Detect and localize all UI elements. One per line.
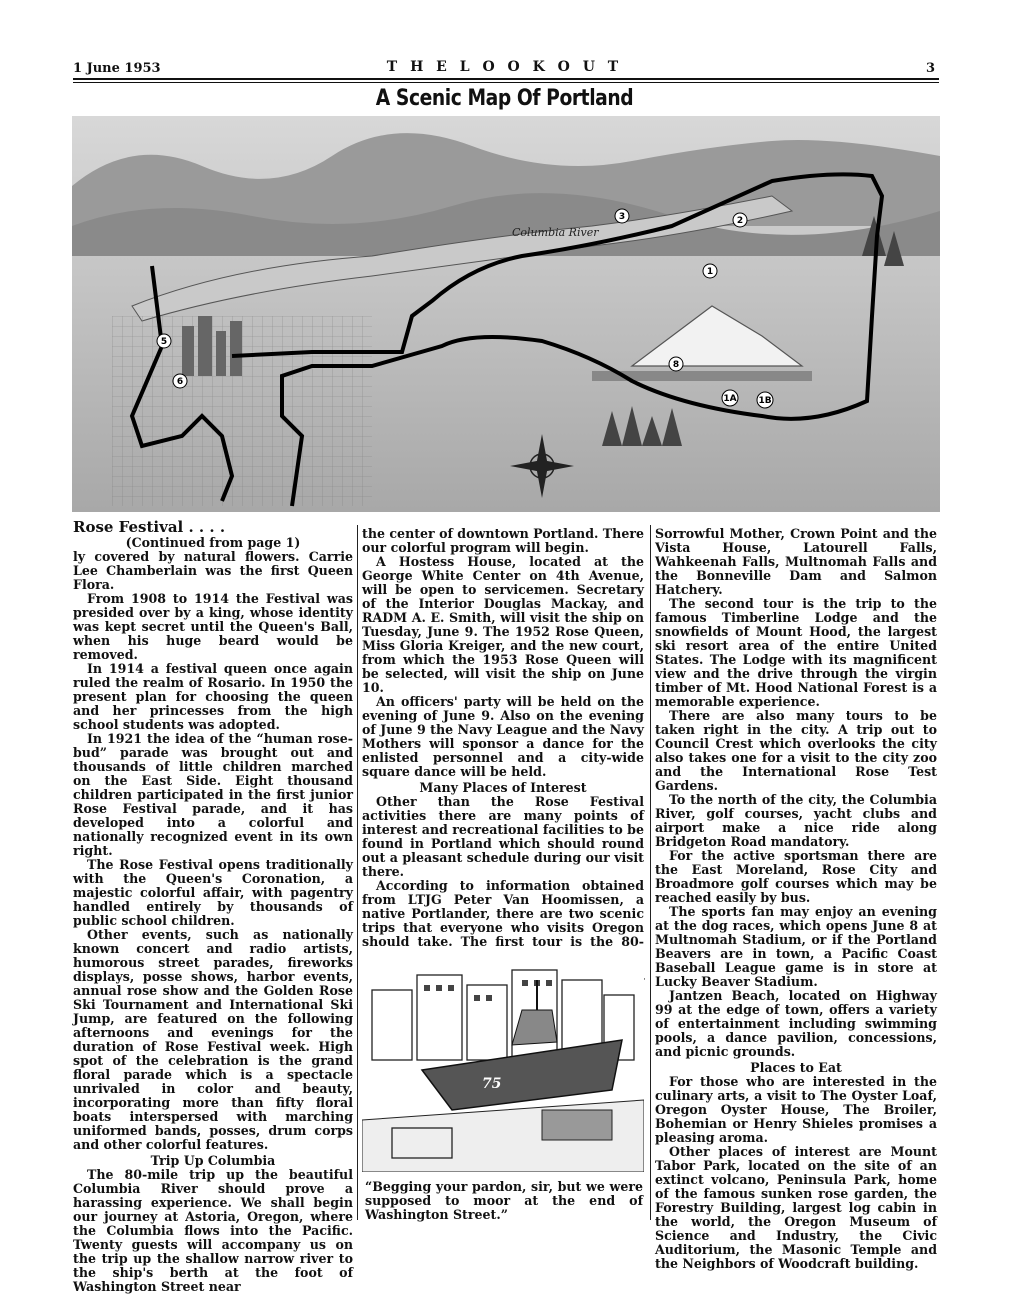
paragraph: the center of downtown Portland. There our colorful program will begin. <box>362 526 644 555</box>
page-number: 3 <box>926 61 936 76</box>
paragraph: According to information obtained from LTJG Peter Van Hoomissen, a native Portlander, there are two scenic trips that everyone who visits Oregon should take. The first tour is the 80- <box>362 878 644 949</box>
paragraph: The Rose Festival opens traditionally with the Queen's Coronation, a majestic colorful affair, with pagentry handled entirely by thousands of public school children. <box>73 857 353 928</box>
paragraph: The 80-mile trip up the beautiful Columbia River should prove a harassing experience. We shall begin our journey at Astoria, Oregon, where the Columbia flows into the Pacific. Twenty guests will accompany us on the trip up the shallow narrow river to the ship's berth at the foot of Washington Street near <box>73 1167 353 1294</box>
paragraph: ly covered by natural flowers. Carrie Lee Chamberlain was the first Queen Flora. <box>73 549 353 592</box>
svg-text:6: 6 <box>176 377 184 387</box>
column-rule <box>650 525 651 1220</box>
header-rule-thin <box>73 82 939 83</box>
paragraph: A Hostess House, located at the George White Center on 4th Avenue, will be open to servicemen. Secretary of the Interior Douglas Mackay, and RADM A. E. Smith, will visit the ship on Tuesday, June 9. The 1952 Rose Queen, Miss Gloria Kreiger, and the new court, from which the 1953 Rose Queen will be selected, will visit the ship on June 10. <box>362 554 644 695</box>
svg-text:8: 8 <box>672 360 680 370</box>
article-heading: Rose Festival . . . . <box>73 518 226 536</box>
map-title: A Scenic Map Of Portland <box>375 86 634 111</box>
paragraph: In 1914 a festival queen once again ruled the realm of Rosario. In 1950 the present plan for choosing the queen and her princesses from the high school students was adopted. <box>73 661 353 732</box>
cartoon-illustration <box>362 950 644 1172</box>
ship-number: 75 <box>482 1076 502 1092</box>
svg-text:3: 3 <box>618 212 626 222</box>
svg-text:1: 1 <box>706 267 714 277</box>
column-2 <box>362 527 644 1005</box>
svg-text:1B: 1B <box>758 396 772 406</box>
subheading: Many Places of Interest <box>419 780 587 795</box>
paragraph: For those who are interested in the culinary arts, a visit to The Oyster Loaf, Oregon Oyster House, The Broiler, Bohemian or Henry Shieles promises a pleasing aroma. <box>655 1074 937 1145</box>
paragraph: Other than the Rose Festival activities there are many points of interest and recreational facilities to be found in Portland which should round out a pleasant schedule during our visit there. <box>362 794 644 879</box>
continued-note: (Continued from page 1) <box>125 535 301 550</box>
paragraph: Other events, such as nationally known concert and radio artists, humorous street parades, fireworks displays, posse shows, harbor events, annual rose show and the Golden Rose Ski Tournament and International Ski Jump, are featured on the following afternoons and evenings for the duration of Rose Festival week. High spot of the celebration is the grand floral parade which is a spectacle unrivaled in color and beauty, incorporating more than fifty floral boats interspersed with marching uniformed bands, posses, drum corps and other colorful features. <box>73 927 353 1152</box>
paragraph: There are also many tours to be taken right in the city. A trip out to Council Crest which overlooks the city also takes one for a visit to the city zoo and the International Rose Test Gardens. <box>655 708 937 793</box>
paragraph: To the north of the city, the Columbia River, golf courses, yacht clubs and airport make a nice ride along Bridgeton Road mandatory. <box>655 792 937 849</box>
paragraph: Jantzen Beach, located on Highway 99 at the edge of town, offers a variety of entertainment including swimming pools, a dance pavilion, concessions, and picnic grounds. <box>655 988 937 1059</box>
issue-date: 1 June 1953 <box>73 61 161 76</box>
newspaper-name: T H E L O O K O U T <box>386 59 623 75</box>
paragraph: In 1921 the idea of the “human rose-bud” parade was brought out and thousands of little children marched on the East Side. Eight thousand children participated in the first junior Rose Festival parade, and it has developed into a colorful and nationally recognized event in its own right. <box>73 731 353 858</box>
paragraph: From 1908 to 1914 the Festival was presided over by a king, whose identity was kept secret until the Queen's Ball, when his huge beard would be removed. <box>73 591 353 662</box>
paragraph: The second tour is the trip to the famous Timberline Lodge and the snowfields of Mount Hood, the largest ski resort area of the entire United States. The Lodge with its magnificent view and the drive through the virgin timber of Mt. Hood National Forest is a memorable experience. <box>655 596 937 709</box>
paragraph: The sports fan may enjoy an evening at the dog races, which opens June 8 at Multnomah Stadium, or if the Portland Beavers are in town, a Pacific Coast Baseball League game is in store at Lucky Beaver Stadium. <box>655 904 937 989</box>
svg-text:5: 5 <box>160 337 168 347</box>
paragraph: Sorrowful Mother, Crown Point and the Vista House, Latourell Falls, Wahkeenah Falls, Multnomah Falls and the Bonneville Dam and Salmon Hatchery. <box>655 526 937 597</box>
subheading: Places to Eat <box>750 1060 842 1075</box>
column-3 <box>655 527 937 1271</box>
paragraph: Other places of interest are Mount Tabor Park, located on the site of an extinct volcano, Peninsula Park, home of the famous sunken rose garden, the Forestry Building, largest log cabin in the world, the Oregon Museum of Science and Industry, the Civic Auditorium, the Masonic Temple and the Neighbors of Woodcraft building. <box>655 1144 937 1271</box>
header-rule <box>73 78 939 80</box>
svg-text:1A: 1A <box>723 394 737 404</box>
cartoon-caption: “Begging your pardon, sir, but we were supposed to moor at the end of Washington Street.” <box>365 1179 643 1222</box>
column-rule <box>357 525 358 1220</box>
paragraph: For the active sportsman there are the East Moreland, Rose City and Broadmore golf courses which may be reached easily by bus. <box>655 848 937 905</box>
subheading: Trip Up Columbia <box>150 1153 276 1168</box>
river-label: Columbia River <box>512 226 599 239</box>
column-1 <box>73 518 353 1294</box>
paragraph: An officers' party will be held on the evening of June 9. Also on the evening of June 9 the Navy League and the Navy Mothers will sponsor a dance for the enlisted personnel and a city-wide square dance will be held. <box>362 694 644 779</box>
svg-text:2: 2 <box>736 216 744 226</box>
scenic-map-illustration <box>72 116 940 512</box>
